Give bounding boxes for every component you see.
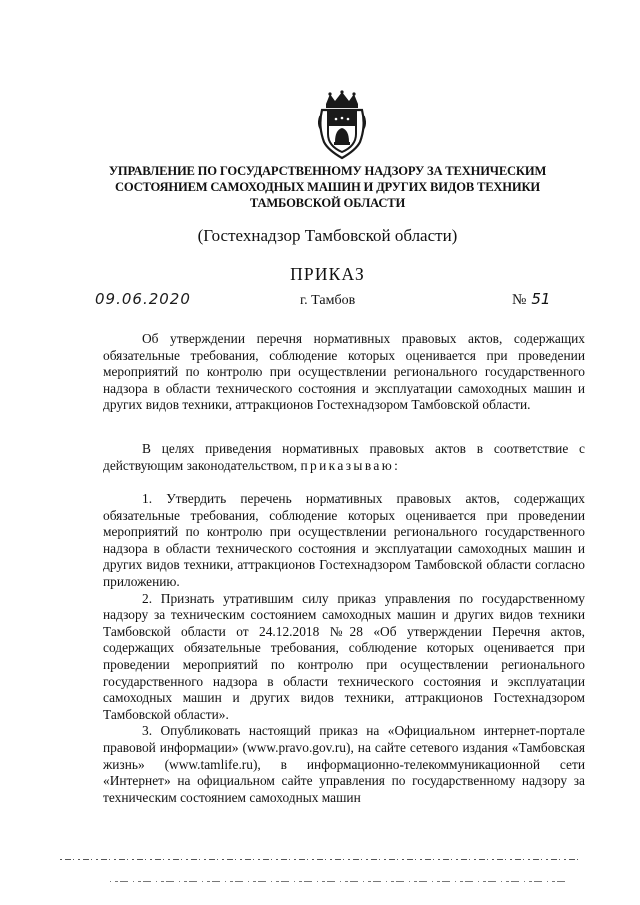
order-city: г. Тамбов bbox=[300, 293, 356, 308]
scan-artifact-line bbox=[60, 858, 580, 861]
agency-name-line-3: ТАМБОВСКОЙ ОБЛАСТИ bbox=[249, 196, 406, 210]
order-directive-word: приказываю: bbox=[300, 457, 401, 473]
order-subject-text: Об утверждении перечня нормативных правовых актов, содержащих обязательные требования, соблюдение которых оценивается при проведении мероприятий по контролю при осуществлении регионального государственного надзора в области технического состояния и эксплуатации самоходных машин и других видов техники, аттракционов Гостехнадзором Тамбовской области. bbox=[103, 331, 585, 413]
tambov-oblast-coat-of-arms-icon bbox=[318, 90, 366, 160]
order-preamble-text: В целях приведения нормативных правовых актов в соответствие с действующим законодательством, bbox=[103, 441, 585, 473]
scan-artifact-line bbox=[110, 880, 570, 883]
agency-name-line-1: УПРАВЛЕНИЕ ПО ГОСУДАРСТВЕННОМУ НАДЗОРУ ЗА ТЕХНИЧЕСКИМ bbox=[108, 164, 547, 178]
order-date: 09.06.2020 bbox=[95, 290, 191, 308]
order-number-value: 51 bbox=[531, 290, 551, 308]
order-item-3: 3. Опубликовать настоящий приказ на «Официальном интернет-портале правовой информации» (www.pravo.gov.ru), на сайте сетевого издания «Тамбовская жизнь» (www.tamlife.ru), в информационно-телекоммуникационной сети «Интернет» на официальном сайте управления по государственному надзору за техническим состоянием самоходных машин bbox=[103, 723, 585, 805]
order-items bbox=[103, 491, 585, 806]
order-number bbox=[512, 290, 550, 309]
agency-name-line-2: СОСТОЯНИЕМ САМОХОДНЫХ МАШИН И ДРУГИХ ВИДОВ ТЕХНИКИ bbox=[114, 180, 541, 194]
order-subject bbox=[103, 331, 585, 414]
order-item-1: 1. Утвердить перечень нормативных правовых актов, содержащих обязательные требования, соблюдение которых оценивается при проведении мероприятий по контролю при осуществлении регионального государственного надзора в области технического состояния и эксплуатации самоходных машин и других видов техники, аттракционов Гостехнадзором Тамбовской области согласно приложению. bbox=[103, 491, 585, 589]
document-type-title: ПРИКАЗ bbox=[290, 264, 365, 284]
order-item-2: 2. Признать утратившим силу приказ управления по государственному надзору за техническим состоянием самоходных машин и других видов техники Тамбовской области от 24.12.2018 №28 «Об утверждении Перечня актов, содержащих обязательные требования, соблюдение которых оценивается при проведении мероприятий по контролю при осуществлении регионального государственного надзора в области технического состояния и эксплуатации самоходных машин и других видов техники, аттракционов Гостехнадзором Тамбовской области». bbox=[103, 590, 585, 722]
agency-name bbox=[80, 163, 575, 211]
order-number-label: № bbox=[512, 292, 527, 308]
agency-short-name: (Гостехнадзор Тамбовской области) bbox=[197, 226, 458, 245]
order-preamble-paragraph bbox=[103, 441, 585, 474]
order-preamble bbox=[103, 441, 585, 474]
